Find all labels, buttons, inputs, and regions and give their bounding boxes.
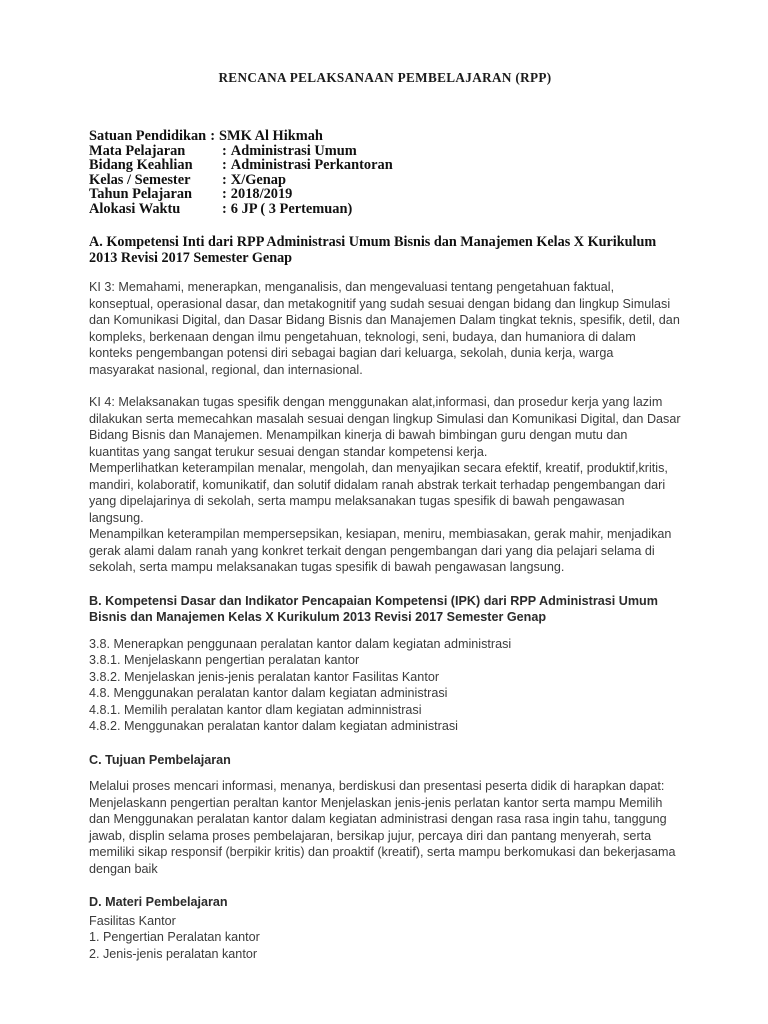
list-item: 3.8.1. Menjelaskann pengertian peralatan kantor — [89, 653, 360, 668]
identity-label: Kelas / Semester — [89, 171, 191, 188]
section-d-heading: D. Materi Pembelajaran — [89, 895, 228, 910]
list-item: 3.8.2. Menjelaskan jenis-jenis peralatan kantor Fasilitas Kantor — [89, 669, 440, 684]
identity-value: X/Genap — [230, 171, 286, 188]
identity-row-kelas-semester — [89, 173, 681, 188]
identity-separator: : — [222, 200, 227, 217]
identity-separator: : — [222, 157, 227, 174]
identity-value: 2018/2019 — [230, 186, 293, 203]
identity-label: Tahun Pelajaran — [89, 186, 193, 203]
list-item: 2. Jenis-jenis peralatan kantor — [89, 946, 258, 961]
identity-value: Administrasi Perkantoran — [230, 157, 393, 174]
identity-separator: : — [222, 171, 227, 188]
section-a-ki4-paragraph-3: Menampilkan keterampilan mempersepsikan, kesiapan, meniru, membiasakan, gerak mahir, menjadikan gerak alami dalam ranah yang konkret terkait dengan pengembangan dari yang dia pelajari selama di sekolah, serta mampu melaksanakan tugas spesifik di bawah pengawasan langsung. — [89, 527, 672, 575]
document-content — [89, 70, 681, 979]
section-a-ki3-paragraph: KI 3: Memahami, menerapkan, menganalisis, dan mengevaluasi tentang pengetahuan faktual, konseptual, operasional dasar, dan metakognitif yang sudah sesuai dengan bidang dan lingkup Simulasi dan Komunikasi Digital, dan Dasar Bidang Bisnis dan Manajemen Dalam tingkat teknis, spesifik, detil, dan kompleks, berkenaan dengan ilmu pengetahuan, teknologi, seni, budaya, dan humaniora di dalam konteks pengembangan potensi diri sebagai bagian dari keluarga, sekolah, dunia kerja, warga masyarakat nasional, regional, dan internasional. — [89, 280, 680, 377]
identity-row-tahun-pelajaran — [89, 187, 681, 202]
list-item: 4.8. Menggunakan peralatan kantor dalam kegiatan administrasi — [89, 686, 448, 701]
section-a-ki4-paragraph-1: KI 4: Melaksanakan tugas spesifik dengan menggunakan alat,informasi, dan prosedur kerja yang lazim dilakukan serta memecahkan masalah sesuai dengan lingkup Simulasi dan Komunikasi Digital, dan Dasar Bidang Bisnis dan Manajemen. Menampilkan kinerja di bawah bimbingan guru dengan mutu dan kuantitas yang sangat terukur sesuai dengan standar kompetensi kerja. — [89, 395, 681, 459]
identity-value: Administrasi Umum — [230, 142, 357, 159]
identity-separator: : — [210, 128, 215, 144]
identity-label: Bidang Keahlian — [89, 157, 193, 174]
identity-value: 6 JP ( 3 Pertemuan) — [230, 200, 353, 217]
section-b-list — [89, 636, 681, 735]
section-c-heading: C. Tujuan Pembelajaran — [89, 752, 231, 767]
section-d-list — [89, 913, 681, 963]
list-item: 4.8.1. Memilih peralatan kantor dlam kegiatan adminnistrasi — [89, 702, 422, 717]
identity-row-bidang-keahlian — [89, 158, 681, 173]
identity-separator: : — [222, 142, 227, 159]
list-item: Fasilitas Kantor — [89, 913, 176, 928]
identity-row-mata-pelajaran — [89, 144, 681, 159]
section-c-paragraph: Melalui proses mencari informasi, menanya, berdiskusi dan presentasi peserta didik di harapkan dapat: Menjelaskann pengertian peraltan kantor Menjelaskan jenis-jenis perlatan kantor serta mampu Memilih dan Menggunakan peralatan kantor dalam kegiatan administrasi dengan rasa rasa ingin tahu, tanggung jawab, displin selama proses pembelajaran, bersikap jujur, percaya diri dan pantang menyerah, serta memiliki sikap responsif (berpikir kritis) dan proaktif (kreatif), serta mampu berkomukasi dan bekerjasama dengan baik — [89, 779, 676, 876]
identity-row-satuan-pendidikan — [89, 129, 681, 144]
page-title: RENCANA PELAKSANAAN PEMBELAJARAN (RPP) — [218, 70, 552, 85]
section-a-ki4-paragraph-2: Memperlihatkan keterampilan menalar, mengolah, dan menyajikan secara efektif, kreatif, produktif,kritis, mandiri, kolaboratif, komunikatif, dan solutif didalam ranah abstrak terkait terhadap pengembangan dari yang dipelajarinya di sekolah, serta mampu melaksanakan tugas spesifik di bawah pengawasan langsung. — [89, 461, 668, 525]
list-item: 3.8. Menerapkan penggunaan peralatan kantor dalam kegiatan administrasi — [89, 636, 512, 651]
identity-row-alokasi-waktu — [89, 202, 681, 217]
list-item: 4.8.2. Menggunakan peralatan kantor dalam kegiatan administrasi — [89, 719, 458, 734]
section-a-heading: A. Kompetensi Inti dari RPP Administrasi Umum Bisnis dan Manajemen Kelas X Kurikulum 2013 Revisi 2017 Semester Genap — [89, 233, 657, 266]
list-item: 1. Pengertian Peralatan kantor — [89, 930, 260, 944]
identity-value: SMK Al Hikmah — [218, 128, 323, 144]
section-b-heading: B. Kompetensi Dasar dan Indikator Pencapaian Kompetensi (IPK) dari RPP Administrasi Umum Bisnis dan Manajemen Kelas X Kurikulum 2013 Revisi 2017 Semester Genap — [89, 593, 658, 625]
identity-label: Mata Pelajaran — [89, 142, 186, 159]
identity-label: Alokasi Waktu — [89, 200, 181, 217]
identity-label: Satuan Pendidikan — [89, 128, 207, 144]
identity-separator: : — [222, 186, 227, 203]
lesson-identity-block — [89, 129, 681, 217]
